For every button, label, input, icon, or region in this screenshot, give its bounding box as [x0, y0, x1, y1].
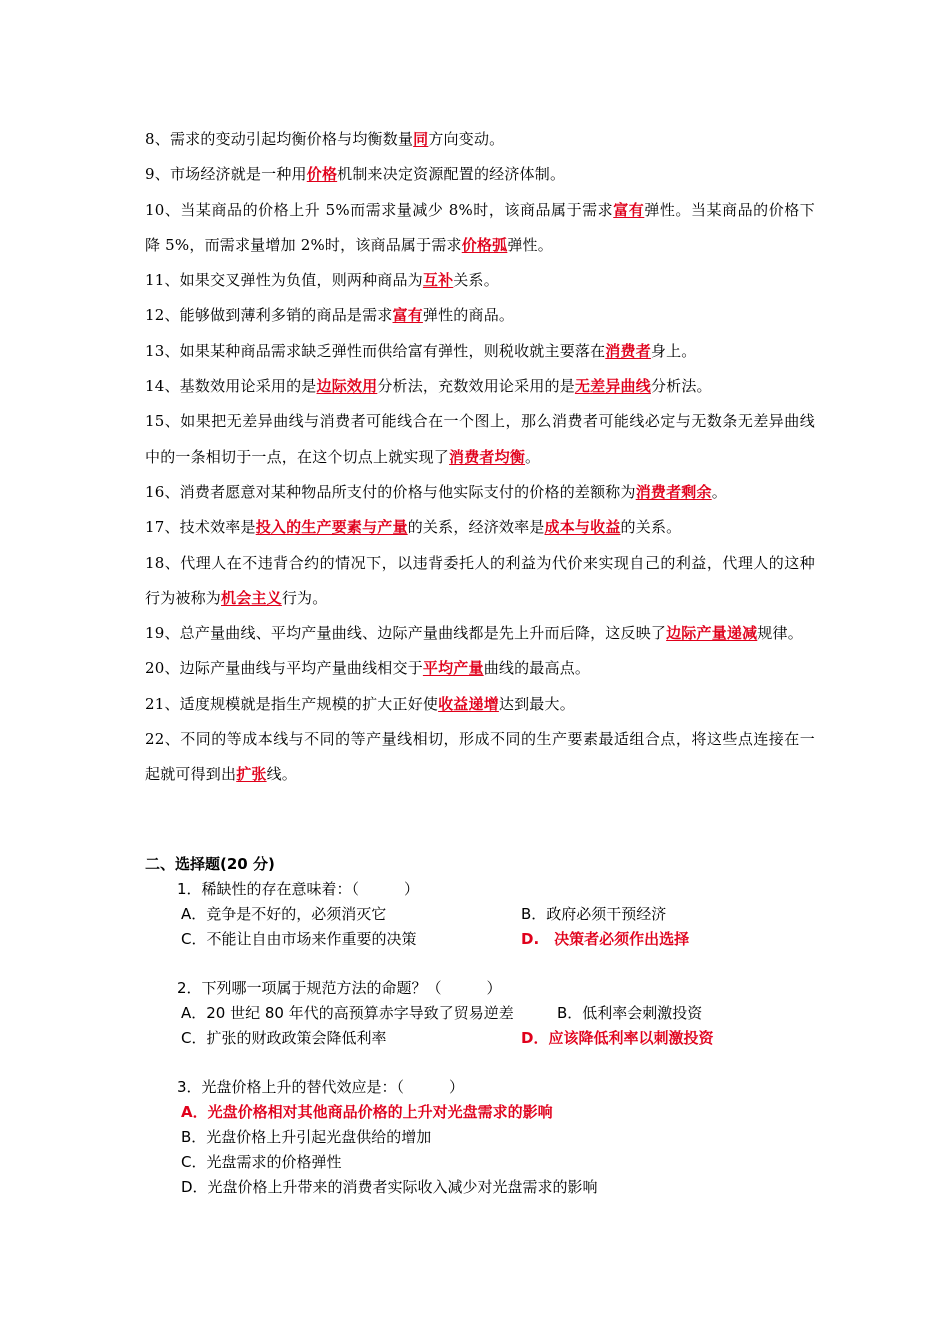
answer-text: 消费者均衡 [449, 447, 526, 466]
answer-text: 平均产量 [422, 659, 484, 678]
fill-in-item [145, 334, 815, 369]
answer-text: 扩张 [236, 765, 267, 784]
question-text: 的关系，经济效率是 [407, 518, 545, 537]
question-text: 22、不同的等成本线与不同的等产量线相切，形成不同的生产要素最适组合点，将这些点连接在一起就可得到出 [145, 730, 815, 784]
fill-in-item [145, 263, 815, 298]
answer-text: 价格 [306, 165, 338, 184]
answer-text: 收益递增 [438, 694, 499, 713]
answer-text: 消费者剩余 [635, 482, 712, 501]
fill-in-item [145, 369, 815, 404]
question-text: 18、代理人在不违背合约的情况下，以违背委托人的利益为代价来实现自己的利益，代理人的这种行为被称为 [145, 553, 815, 607]
question-stem: 3．光盘价格上升的替代效应是：（ ） [177, 1078, 465, 1096]
question-text: 弹性。当某商品的价格下降 5%，而需求量增加 2%时，该商品属于需求 [145, 200, 815, 254]
fill-in-item [145, 193, 815, 264]
answer-text: 消费者 [605, 341, 651, 360]
question-text: 13、如果某种商品需求缺乏弹性而供给富有弹性，则税收就主要落在 [145, 341, 606, 360]
option-b: B．政府必须干预经济 [521, 905, 667, 923]
option-a-correct: A．光盘价格相对其他商品价格的上升对光盘需求的影响 [181, 1103, 553, 1121]
question-text: 10、当某商品的价格上升 5%而需求量减少 8%时，该商品属于需求 [145, 200, 614, 219]
question-text: 的关系。 [620, 518, 682, 537]
fill-in-item [145, 122, 815, 157]
option-a: A．竞争是不好的，必须消灭它 [181, 905, 387, 923]
option-d-correct: D. 决策者必须作出选择 [521, 930, 690, 948]
question-text: 8、需求的变动引起均衡价格与均衡数量 [145, 130, 414, 148]
question-text: 12、能够做到薄利多销的商品是需求 [145, 306, 393, 325]
multiple-choice-section [145, 852, 815, 1200]
question-text: 9、市场经济就是一种用 [145, 165, 307, 184]
question-3 [177, 1075, 815, 1200]
fill-in-item [145, 510, 815, 545]
option-a: A．20 世纪 80 年代的高预算赤字导致了贸易逆差 [181, 1004, 514, 1022]
answer-text: 富有 [392, 306, 423, 325]
fill-in-item [145, 157, 815, 192]
option-row [181, 902, 815, 927]
fill-in-item [145, 687, 815, 722]
question-text: 弹性的商品。 [422, 306, 515, 325]
question-text: 15、如果把无差异曲线与消费者可能线合在一个图上，那么消费者可能线必定与无数条无差异曲线中的一条相切于一点，在这个切点上就实现了 [145, 412, 815, 466]
question-text: 达到最大。 [498, 694, 575, 713]
answer-text: 富有 [613, 200, 645, 219]
question-text: 身上。 [650, 341, 697, 360]
question-text: 机制来决定资源配置的经济体制。 [337, 165, 566, 184]
question-text: 行为。 [281, 588, 328, 607]
question-text: 20、边际产量曲线与平均产量曲线相交于 [145, 659, 423, 678]
question-text: 线。 [266, 765, 298, 784]
option-d: D．光盘价格上升带来的消费者实际收入减少对光盘需求的影响 [181, 1178, 598, 1196]
question-text: 。 [525, 447, 541, 466]
fill-in-item [145, 298, 815, 333]
answer-text: 成本与收益 [544, 518, 621, 537]
question-text: 。 [711, 482, 727, 501]
fill-in-item [145, 546, 815, 617]
option-row [181, 1001, 815, 1026]
fill-in-blank-section [145, 122, 815, 793]
option-d-correct: D．应该降低利率以刺激投资 [521, 1029, 714, 1047]
question-text: 方向变动。 [428, 130, 505, 148]
option-b: B．光盘价格上升引起光盘供给的增加 [181, 1128, 432, 1146]
question-text: 16、消费者愿意对某种物品所支付的价格与他实际支付的价格的差额称为 [145, 482, 636, 501]
answer-text: 投入的生产要素与产量 [255, 518, 408, 537]
answer-text: 机会主义 [221, 588, 282, 607]
question-text: 分析法，充数效用论采用的是 [377, 377, 575, 396]
fill-in-item [145, 616, 815, 651]
question-text: 11、如果交叉弹性为负值，则两种商品为 [145, 271, 423, 290]
question-2 [177, 976, 815, 1051]
question-text: 规律。 [757, 624, 803, 643]
option-row [181, 1026, 815, 1051]
fill-in-item [145, 404, 815, 475]
question-text: 曲线的最高点。 [483, 659, 591, 678]
fill-in-item [145, 722, 815, 793]
fill-in-item [145, 651, 815, 686]
question-text: 21、适度规模就是指生产规模的扩大正好使 [145, 694, 439, 713]
answer-text: 边际效用 [316, 377, 378, 396]
answer-text: 无差异曲线 [574, 377, 651, 396]
question-stem: 1．稀缺性的存在意味着：（ ） [177, 880, 420, 898]
question-text: 分析法。 [650, 377, 712, 396]
question-text: 19、总产量曲线、平均产量曲线、边际产量曲线都是先上升而后降，这反映了 [145, 624, 667, 643]
question-text: 17、技术效率是 [145, 518, 256, 537]
spacer [145, 1051, 815, 1075]
answer-text: 边际产量递减 [666, 624, 758, 643]
fill-in-item [145, 475, 815, 510]
question-text: 关系。 [453, 271, 499, 290]
option-c: C．扩张的财政政策会降低利率 [181, 1029, 387, 1047]
answer-text: 互补 [422, 271, 454, 290]
section-heading: 二、选择题(20 分) [145, 855, 275, 873]
answer-text: 同 [413, 130, 429, 148]
option-row [181, 927, 815, 952]
option-c: C．不能让自由市场来作重要的决策 [181, 930, 417, 948]
question-text: 14、基数效用论采用的是 [145, 377, 317, 396]
option-b: B．低利率会刺激投资 [557, 1004, 703, 1022]
question-stem: 2．下列哪一项属于规范方法的命题？（ ） [177, 979, 502, 997]
question-text: 弹性。 [507, 235, 553, 254]
spacer [145, 952, 815, 976]
question-1 [177, 877, 815, 952]
answer-text: 价格弧 [461, 235, 508, 254]
option-c: C．光盘需求的价格弹性 [181, 1153, 342, 1171]
